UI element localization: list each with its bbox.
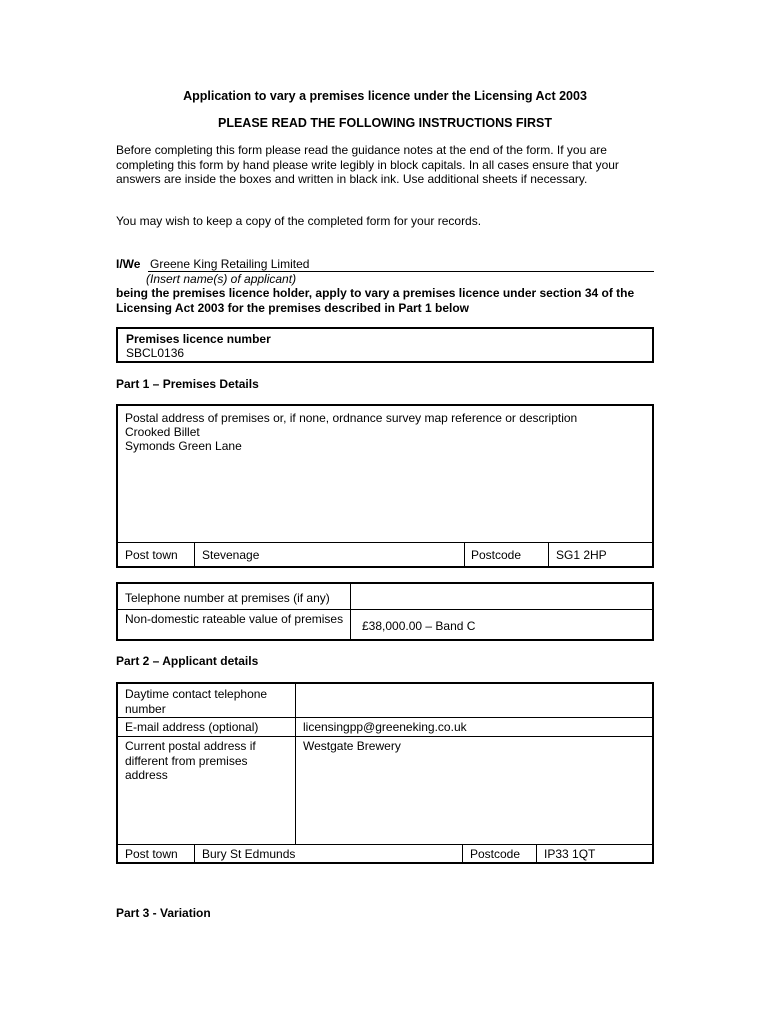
applicant-details-box [116, 682, 654, 864]
licence-number-value: SBCL0136 [126, 346, 185, 360]
part1-heading: Part 1 – Premises Details [116, 377, 259, 391]
rateable-value[interactable]: £38,000.00 – Band C [362, 619, 476, 633]
applicant-postcode-label: Postcode [470, 847, 521, 861]
applicant-postcode-value[interactable]: IP33 1QT [544, 847, 596, 861]
form-title: Application to vary a premises licence under the Licensing Act 2003 [183, 89, 587, 103]
applicant-post-town-label: Post town [125, 847, 178, 861]
daytime-phone-label: Daytime contact telephone number [125, 687, 268, 716]
post-town-label: Post town [125, 548, 178, 562]
post-town-value[interactable]: Stevenage [202, 548, 260, 562]
applicant-hint: (Insert name(s) of applicant) [146, 272, 297, 286]
premises-address-line1[interactable]: Crooked Billet [125, 425, 200, 439]
current-address-label: Current postal address if different from premises address [125, 739, 256, 782]
applicant-post-town-value[interactable]: Bury St Edmunds [202, 847, 296, 861]
part2-heading: Part 2 – Applicant details [116, 654, 259, 668]
instructions-text: Before completing this form please read the guidance notes at the end of the form. If you are completing this form by hand please write legibly in block capitals. In all cases ensure that your answers are inside the boxes and written in black ink. Use additional sheets if necessary. [116, 143, 619, 186]
postcode-value[interactable]: SG1 2HP [556, 548, 607, 562]
current-address-value[interactable]: Westgate Brewery [303, 739, 401, 753]
applicant-label: I/We [116, 257, 141, 271]
premises-address-box [116, 404, 654, 568]
copy-note: You may wish to keep a copy of the completed form for your records. [116, 214, 482, 228]
instructions-heading: PLEASE READ THE FOLLOWING INSTRUCTIONS FIRST [217, 116, 553, 130]
rateable-label: Non-domestic rateable value of premises [125, 612, 344, 626]
premises-address-label: Postal address of premises or, if none, ordnance survey map reference or description [125, 411, 578, 425]
premises-address-line2[interactable]: Symonds Green Lane [125, 439, 242, 453]
telephone-rateable-box [116, 582, 654, 641]
applicant-statement: being the premises licence holder, apply to vary a premises licence under section 34 of the Licensing Act 2003 for the premises described in Part 1 below [116, 286, 635, 315]
email-label: E-mail address (optional) [125, 720, 259, 734]
telephone-label: Telephone number at premises (if any) [125, 591, 330, 605]
part3-heading: Part 3 - Variation [116, 906, 211, 920]
licence-number-label: Premises licence number [126, 332, 271, 346]
email-value[interactable]: licensingpp@greeneking.co.uk [303, 720, 467, 734]
licence-number-box[interactable] [116, 327, 654, 363]
postcode-label: Postcode [471, 548, 522, 562]
applicant-name-field[interactable] [148, 257, 654, 272]
applicant-name: Greene King Retailing Limited [150, 257, 310, 271]
